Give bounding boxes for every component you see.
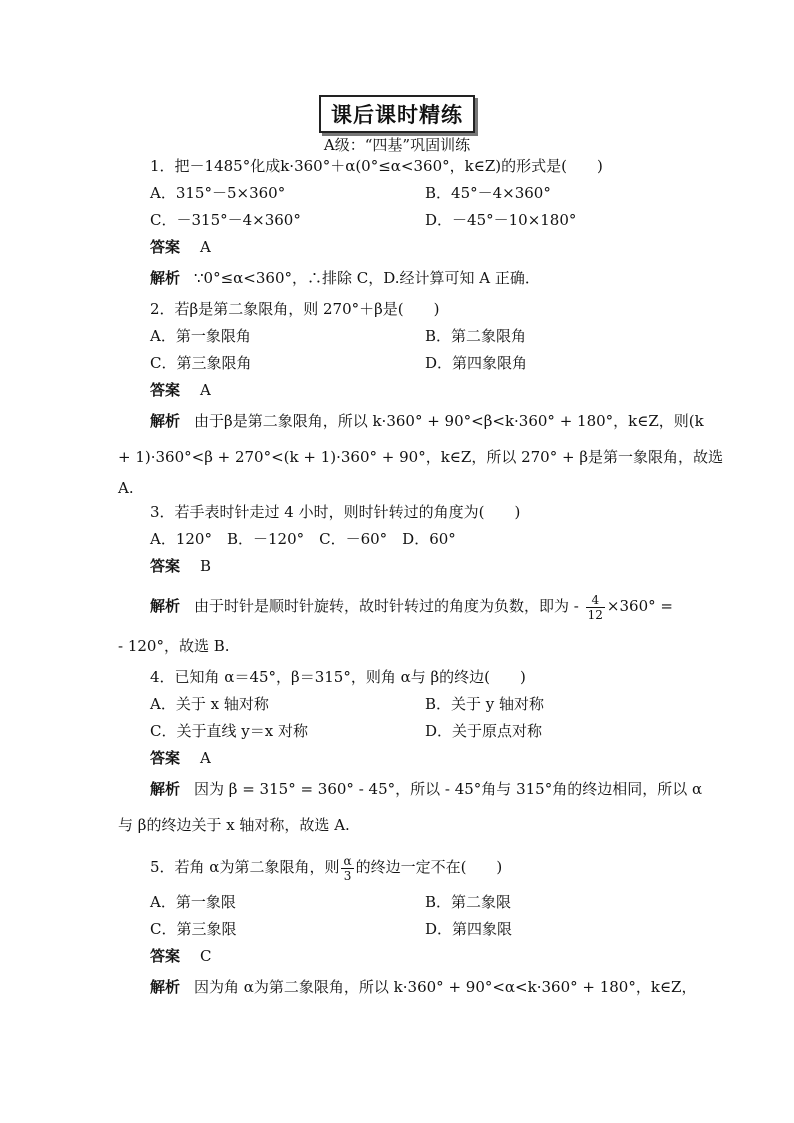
- fraction-denominator: 12: [587, 607, 603, 622]
- stem-text-after: 的终边一定不在( ): [355, 858, 503, 876]
- answer-value: C: [200, 947, 212, 965]
- explanation-label: 解析: [150, 978, 181, 996]
- question-4-option-a: A．关于 x 轴对称: [150, 695, 269, 713]
- explanation-text: ∵0°≤α<360°，∴排除 C，D.经计算可知 A 正确．: [194, 269, 540, 287]
- explanation-text-after: ×360° =: [606, 597, 673, 615]
- title-area: [0, 95, 794, 133]
- fraction-numerator: 4: [586, 593, 605, 608]
- question-4-stem: 4．已知角 α＝45°，β＝315°，则角 α与 β的终边( ): [150, 668, 526, 686]
- answer-label: 答案: [150, 557, 181, 575]
- question-5-option-a: A．第一象限: [150, 893, 236, 911]
- answer-value: A: [200, 749, 211, 767]
- fraction-numerator: α: [343, 853, 352, 868]
- question-3-options: A．120° B．－120° C．－60° D．60°: [150, 530, 456, 548]
- page-title: 课后课时精练: [319, 95, 475, 133]
- question-2-option-c: C．第三象限角: [150, 354, 252, 372]
- fraction-denominator: 3: [343, 868, 352, 883]
- question-1-explanation: [150, 268, 540, 288]
- question-5-answer: [150, 946, 212, 966]
- question-3-answer: [150, 556, 211, 576]
- question-2-explanation: [150, 411, 704, 431]
- answer-label: 答案: [150, 238, 181, 256]
- question-1-option-b: B．45°－4×360°: [425, 184, 551, 202]
- fraction: [586, 593, 605, 622]
- question-2-answer: [150, 380, 211, 400]
- question-1-option-a: A．315°－5×360°: [150, 184, 286, 202]
- question-3-explanation-cont: - 120°，故选 B.: [118, 637, 230, 655]
- question-4-answer: [150, 748, 211, 768]
- question-4-option-b: B．关于 y 轴对称: [425, 695, 545, 713]
- question-2-explanation-cont-2: A.: [118, 479, 134, 497]
- explanation-text: 因为角 α为第二象限角，所以 k·360° + 90°<α<k·360° + 180°，k∈Z，: [194, 978, 697, 996]
- section-level: A级：“四基”巩固训练: [323, 136, 471, 154]
- question-5-option-c: C．第三象限: [150, 920, 237, 938]
- question-2-option-a: A．第一象限角: [150, 327, 251, 345]
- answer-value: B: [200, 557, 212, 575]
- question-1-option-d: D．－45°－10×180°: [425, 211, 577, 229]
- explanation-text: 由于时针是顺时针旋转，故时针转过的角度为负数，即为 -: [194, 597, 579, 615]
- answer-value: A: [200, 238, 211, 256]
- question-4-explanation: [150, 779, 702, 799]
- stem-text: 5．若角 α为第二象限角，则: [150, 858, 340, 876]
- explanation-text: 由于β是第二象限角，所以 k·360° + 90°<β<k·360° + 180°，k∈Z，则(k: [194, 412, 704, 430]
- question-5-option-d: D．第四象限: [425, 920, 513, 938]
- explanation-label: 解析: [150, 597, 181, 615]
- answer-label: 答案: [150, 947, 181, 965]
- explanation-text: 因为 β = 315° = 360° - 45°，所以 - 45°角与 315°角的终边相同，所以 α: [194, 780, 703, 798]
- question-2-stem: 2．若β是第二象限角，则 270°＋β是( ): [150, 300, 440, 318]
- answer-label: 答案: [150, 749, 181, 767]
- question-5-stem: [150, 851, 502, 883]
- fraction: [341, 854, 353, 883]
- explanation-label: 解析: [150, 269, 181, 287]
- question-4-option-d: D．关于原点对称: [425, 722, 543, 740]
- question-1-stem: 1．把－1485°化成k·360°＋α(0°≤α<360°，k∈Z)的形式是( ): [150, 157, 603, 175]
- question-2-option-b: B．第二象限角: [425, 327, 527, 345]
- answer-label: 答案: [150, 381, 181, 399]
- question-3-stem: 3．若手表时针走过 4 小时，则时针转过的角度为( ): [150, 503, 521, 521]
- question-1-answer: [150, 237, 211, 257]
- explanation-label: 解析: [150, 412, 181, 430]
- question-4-option-c: C．关于直线 y＝x 对称: [150, 722, 308, 740]
- answer-value: A: [200, 381, 211, 399]
- explanation-label: 解析: [150, 780, 181, 798]
- question-5-explanation: [150, 977, 696, 997]
- question-2-option-d: D．第四象限角: [425, 354, 528, 372]
- question-3-explanation: [150, 590, 673, 622]
- question-4-explanation-cont: 与 β的终边关于 x 轴对称，故选 A.: [118, 816, 350, 834]
- question-1-option-c: C．－315°－4×360°: [150, 211, 301, 229]
- question-2-explanation-cont-1: + 1)·360°<β + 270°<(k + 1)·360° + 90°，k∈Z，所以 270° + β是第一象限角，故选: [118, 448, 723, 466]
- question-5-option-b: B．第二象限: [425, 893, 512, 911]
